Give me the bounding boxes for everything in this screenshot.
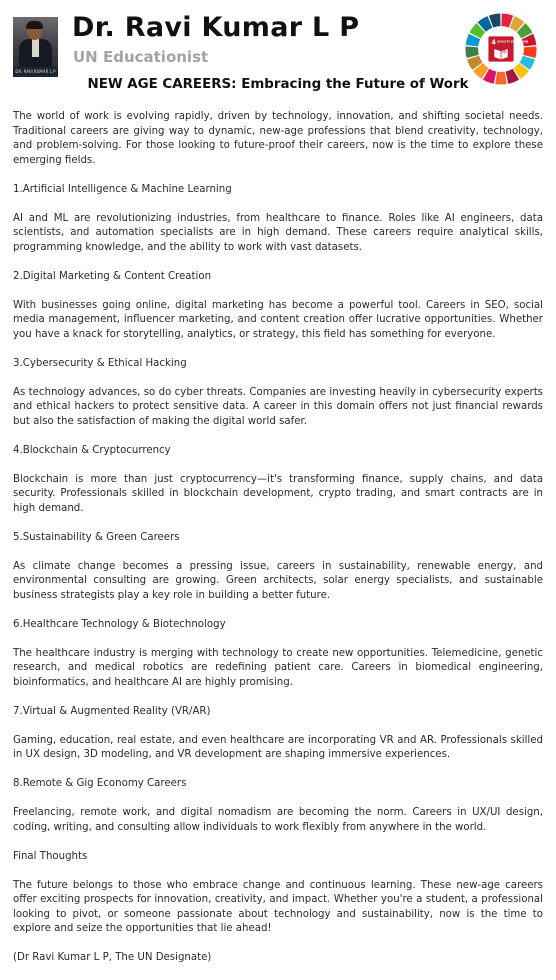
- section-body: As technology advances, so do cyber threats. Companies are investing heavily in cybersecurity experts and ethical hackers to protect sensitive data. A career in this domain offers not just financial rewards but also the satisfaction of making the digital world safer.: [13, 386, 543, 427]
- section-heading: 8.Remote & Gig Economy Careers: [13, 778, 187, 789]
- section-heading: 3.Cybersecurity & Ethical Hacking: [13, 357, 187, 369]
- section-heading: 5.Sustainability & Green Careers: [13, 531, 180, 543]
- author-name: Dr. Ravi Kumar L P: [72, 12, 360, 43]
- sdg-segment: [465, 46, 478, 58]
- section-heading: 6.Healthcare Technology & Biotechnology: [13, 618, 226, 630]
- final-thoughts-body: The future belongs to those who embrace change and continuous learning. These new-age careers offer exciting prospects for innovation, creativity, and impact. Whether you're a student, a professional looking to pivot, or someone passionate about technology and sustainability, now is the time to explore and seize the opportunities that lie ahead!: [13, 879, 543, 934]
- author-photo: [13, 17, 58, 77]
- intro-paragraph: The world of work is evolving rapidly, driven by technology, innovation, and shifting societal needs. Traditional careers are giving way to dynamic, new-age professions that blend creativity, technology, and problem-solving. For those looking to future-proof their careers, now is the time to explore these emerging fields.: [13, 111, 543, 166]
- section-body: Freelancing, remote work, and digital nomadism are becoming the norm. Careers in UX/UI design, coding, writing, and consulting allow individuals to work flexibly from anywhere in the world.: [13, 807, 543, 833]
- signature: (Dr Ravi Kumar L P, The UN Designate): [13, 952, 212, 963]
- section-heading: 2.Digital Marketing & Content Creation: [13, 270, 212, 282]
- section-body: As climate change becomes a pressing issue, careers in sustainability, renewable energy, and environmental consulting are growing. Green architects, solar energy specialists, and sustainable business strategists play a key role in building a better future.: [13, 560, 543, 601]
- section-body: The healthcare industry is merging with technology to create new opportunities. Telemedicine, genetic research, and medical robotics are redefining patient care. Careers in biomedical engineering, bioinformatics, and healthcare AI are highly promising.: [13, 647, 543, 688]
- section-body: Gaming, education, real estate, and even healthcare are incorporating VR and AR. Professionals skilled in UX design, 3D modeling, and VR development are shaping immersive experiences.: [13, 734, 543, 760]
- section-heading: 7.Virtual & Augmented Reality (VR/AR): [13, 705, 211, 717]
- section-heading: 4.Blockchain & Cryptocurrency: [13, 444, 171, 456]
- section-body: Blockchain is more than just cryptocurrency—it's transforming finance, supply chains, and data security. Professionals skilled in blockchain development, crypto trading, and smart contracts are in high demand.: [13, 473, 543, 514]
- sdg-center-text: QUALITY EDUCATION: [497, 40, 529, 44]
- article-body: [13, 110, 543, 980]
- final-thoughts-heading: Final Thoughts: [13, 850, 88, 862]
- sdg-segment: [523, 46, 536, 58]
- photo-caption: DR. RAVI KUMAR L P: [13, 67, 58, 77]
- article-title: NEW AGE CAREERS: Embracing the Future of Work: [87, 77, 469, 92]
- section-body: With businesses going online, digital marketing has become a powerful tool. Careers in SEO, social media management, influencer marketing, and content creation offer lucrative opportunities. Whether you have a knack for storytelling, analytics, or strategy, this field has something for everyone.: [13, 299, 543, 340]
- sdg-center-number: 4: [491, 38, 497, 47]
- section-body: AI and ML are revolutionizing industries, from healthcare to finance. Roles like AI engineers, data scientists, and automation specialists are in high demand. These careers require analytical skills, programming knowledge, and the ability to work with vast datasets.: [13, 212, 543, 253]
- section-heading: 1.Artificial Intelligence & Machine Learning: [13, 183, 232, 195]
- sdg-wheel-icon: [464, 12, 538, 86]
- author-subtitle: UN Educationist: [73, 48, 209, 66]
